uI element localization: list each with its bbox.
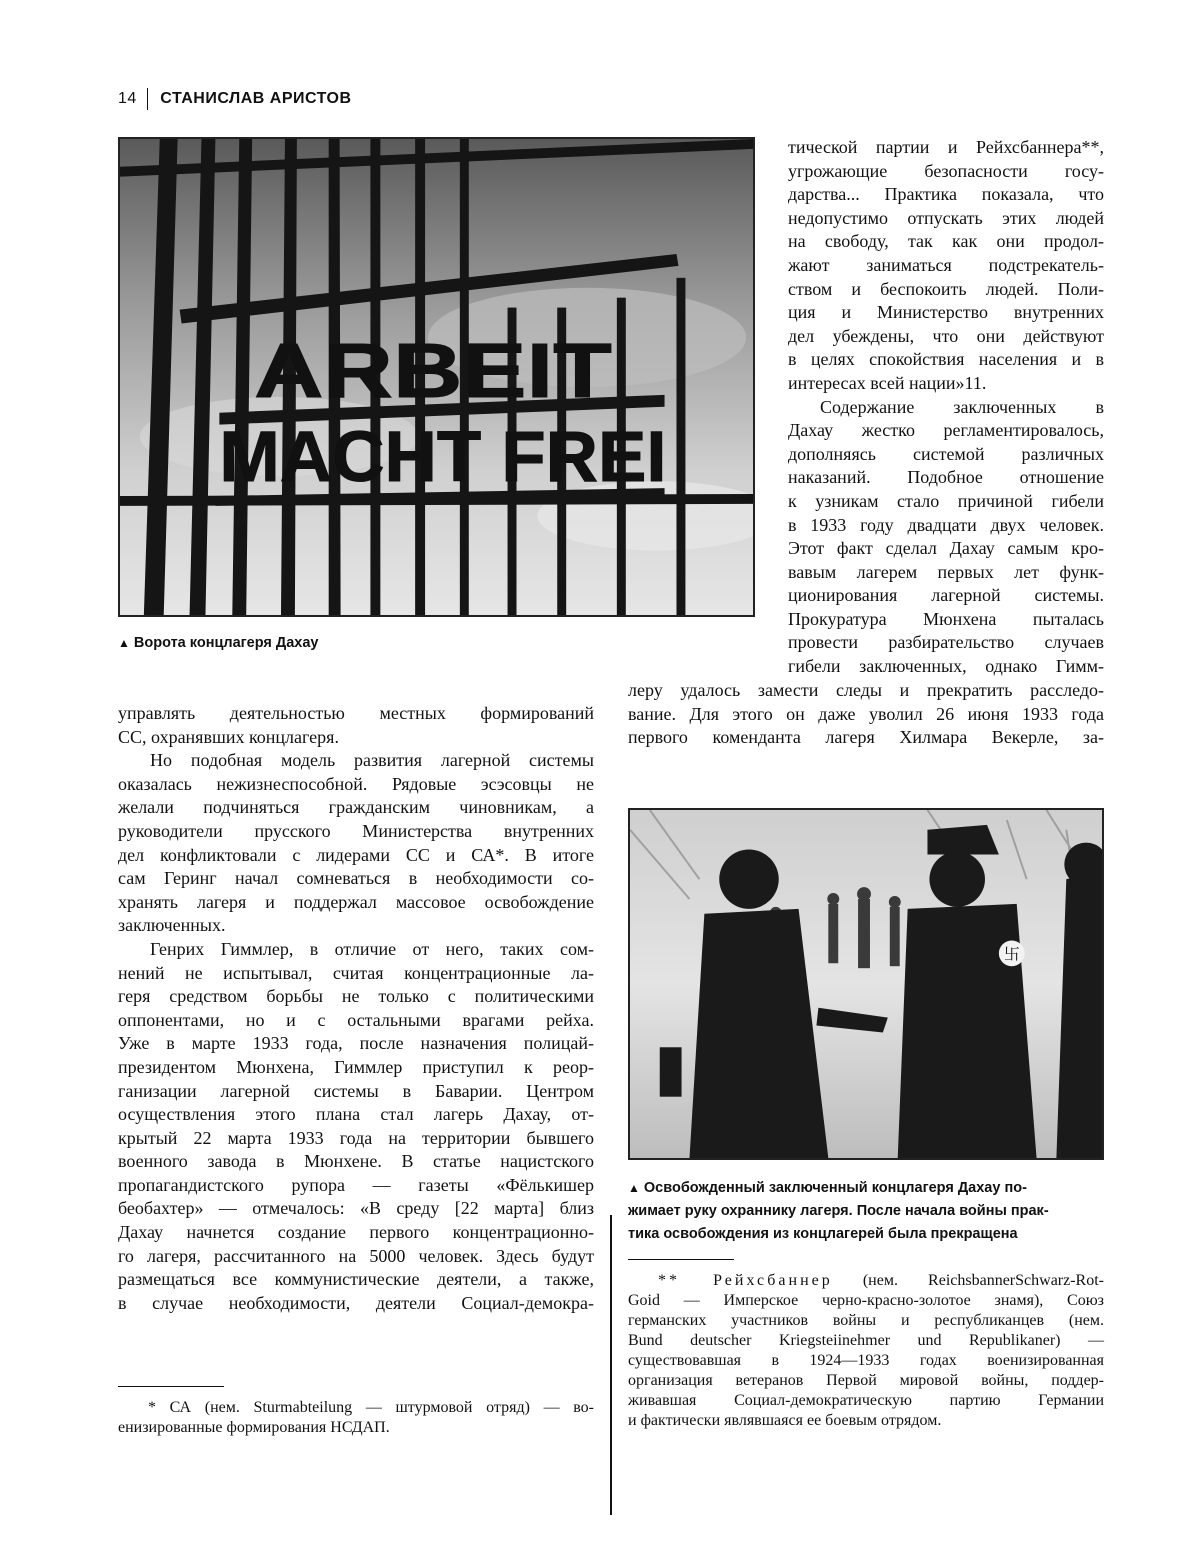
- text-line: сам Геринг начал сомневаться в необходимости со-: [118, 868, 594, 889]
- text-line: хранять лагеря и поддержал массовое освобождение: [118, 891, 594, 912]
- text-line: Содержание заключенных в: [820, 396, 1104, 417]
- author-name: СТАНИСЛАВ АРИСТОВ: [160, 90, 352, 107]
- header-separator: [147, 88, 149, 110]
- photo1-caption-text: Ворота концлагеря Дахау: [133, 635, 319, 651]
- text-line: Дахау начнется создание первого концентрационно-: [118, 1222, 594, 1243]
- text-line: дел конфликтовали с лидерами СС и СА*. В итоге: [118, 844, 594, 865]
- text-line: Но подобная модель развития лагерной системы: [150, 750, 594, 771]
- text-line: в 1933 году двадцати двух человек.: [788, 514, 1104, 535]
- text-line: Bund deutscher Kriegsteiinehmer und Republikaner) —: [628, 1332, 1104, 1349]
- text-line: президентом Мюнхена, Гиммлер приступил к реор-: [118, 1056, 594, 1077]
- text-line: первого коменданта лагеря Хилмара Векерле, за-: [628, 727, 1104, 748]
- text-line: существовавшая в 1924—1933 годах военизированная: [628, 1352, 1104, 1369]
- text-line: провести разбирательство случаев: [788, 632, 1104, 653]
- text-line: оппонентами, но и с остальными врагами рейха.: [118, 1009, 594, 1030]
- text-line: руководители прусского Министерства внутренних: [118, 820, 594, 841]
- text-line: * СА (нем. Sturmabteilung — штурмовой отряд) — во-: [148, 1399, 594, 1416]
- text-line: тической партии и Рейхсбаннера**,: [788, 137, 1104, 157]
- text-line: к узникам стало причиной гибели: [788, 490, 1104, 511]
- text-line: Goid — Имперское черно-красно-золотое знамя), Союз: [628, 1292, 1104, 1309]
- text-line: дарства... Практика показала, что: [788, 184, 1104, 205]
- text-line: и фактически являвшаяся ее боевым отрядом.: [628, 1412, 942, 1429]
- footnote-rule-right: [628, 1259, 734, 1260]
- text-line: ством и беспокоить людей. Поли-: [788, 278, 1104, 299]
- footnote-term: ** Рейхсбаннер: [658, 1272, 833, 1289]
- caption-line: тика освобождения из концлагерей была прекращена: [628, 1226, 1018, 1242]
- text-line: военного завода в Мюнхене. В статье нацистского: [118, 1151, 594, 1172]
- dachau-gate-photo: [118, 137, 755, 617]
- text-line: в целях спокойствия населения и в: [788, 349, 1104, 370]
- text-line: дел убеждены, что они действуют: [788, 325, 1104, 346]
- text-line: заключенных.: [118, 915, 226, 936]
- right-column-text-top: [788, 136, 1104, 679]
- footnote-right: [628, 1271, 1104, 1431]
- handshake-photo: [628, 808, 1104, 1160]
- text-line: ганизации лагерной системы в Баварии. Центром: [118, 1080, 594, 1101]
- text-line: СС, охранявших концлагеря.: [118, 726, 339, 747]
- page-number: 14: [118, 90, 137, 107]
- text-line: нений не испытывал, считая концентрационные ла-: [118, 962, 594, 983]
- text-line: Дахау жестко регламентировалось,: [788, 420, 1104, 441]
- triangle-marker-icon: ▲: [118, 636, 130, 650]
- text-line: желали подчиняться гражданским чиновникам, а: [118, 797, 594, 818]
- text-line: Уже в марте 1933 года, после назначения полицай-: [118, 1033, 594, 1054]
- text-line: леру удалось замести следы и прекратить расследо-: [628, 680, 1104, 700]
- text-line: осуществления этого плана стал лагерь Дахау, от-: [118, 1104, 594, 1125]
- text-line: (нем. ReichsbannerSchwarz-Rot-: [862, 1272, 1104, 1289]
- text-line: крытый 22 марта 1933 года на территории бывшего: [118, 1127, 594, 1148]
- text-line: организация ветеранов Первой мировой войны, поддер-: [628, 1372, 1104, 1389]
- footnote-rule-left: [118, 1386, 224, 1387]
- caption-line: Освобожденный заключенный концлагеря Дахау по-: [643, 1180, 1027, 1196]
- running-head: [118, 86, 352, 112]
- text-line: го лагеря, рассчитанного на 5000 человек. Здесь будут: [118, 1245, 594, 1266]
- text-line: оказалась нежизнеспособной. Рядовые эсэсовцы не: [118, 773, 594, 794]
- text-line: геря средством борьбы не только с политическими: [118, 986, 594, 1007]
- photo2-caption: [628, 1177, 1104, 1246]
- caption-line: жимает руку охраннику лагеря. После начала войны прак-: [628, 1203, 1049, 1219]
- triangle-marker-icon: ▲: [628, 1181, 640, 1195]
- text-line: интересах всей нации»11.: [788, 372, 987, 393]
- text-line: угрожающие безопасности госу-: [788, 160, 1104, 181]
- text-line: енизированные формирования НСДАП.: [118, 1419, 390, 1436]
- text-line: вавым лагерем первых лет функ-: [788, 561, 1104, 582]
- text-line: вание. Для этого он даже уволил 26 июня 1933 года: [628, 703, 1104, 724]
- text-line: размещаться все коммунистические деятели, а также,: [118, 1269, 594, 1290]
- text-line: Генрих Гиммлер, в отличие от него, таких сом-: [150, 938, 594, 959]
- column-divider: [610, 1215, 612, 1515]
- svg-text:卐: 卐: [1003, 944, 1020, 964]
- text-line: Этот факт сделал Дахау самым кро-: [788, 538, 1104, 559]
- photo1-caption: [118, 632, 318, 655]
- text-line: пропагандистского рупора — газеты «Фёлькишер: [118, 1174, 594, 1195]
- text-line: живавшая Социал-демократическую партию Германии: [628, 1392, 1104, 1409]
- text-line: Прокуратура Мюнхена пыталась: [788, 608, 1104, 629]
- text-line: управлять деятельностью местных формирований: [118, 703, 594, 723]
- text-line: ционирования лагерной системы.: [788, 585, 1104, 606]
- text-line: наказаний. Подобное отношение: [788, 467, 1104, 488]
- text-line: жают заниматься подстрекатель-: [788, 254, 1104, 275]
- text-line: гибели заключенных, однако Гимм-: [788, 656, 1104, 677]
- sign-text-line1: ARBEIT: [254, 327, 612, 414]
- text-line: дополняясь системой различных: [788, 443, 1104, 464]
- text-line: в случае необходимости, деятели Социал-демокра-: [118, 1292, 594, 1313]
- right-column-text-mid: [628, 679, 1104, 750]
- text-line: германских участников войны и республиканцев (нем.: [628, 1312, 1104, 1329]
- footnote-left: [118, 1398, 594, 1438]
- sign-text-line2: MACHT FREI: [219, 417, 667, 498]
- text-line: на свободу, так как они продол-: [788, 231, 1104, 252]
- text-line: ция и Министерство внутренних: [788, 302, 1104, 323]
- text-line: беобахтер» — отмечалось: «В среду [22 марта] близ: [118, 1198, 594, 1219]
- left-column-text: [118, 702, 594, 1315]
- text-line: недопустимо отпускать этих людей: [788, 207, 1104, 228]
